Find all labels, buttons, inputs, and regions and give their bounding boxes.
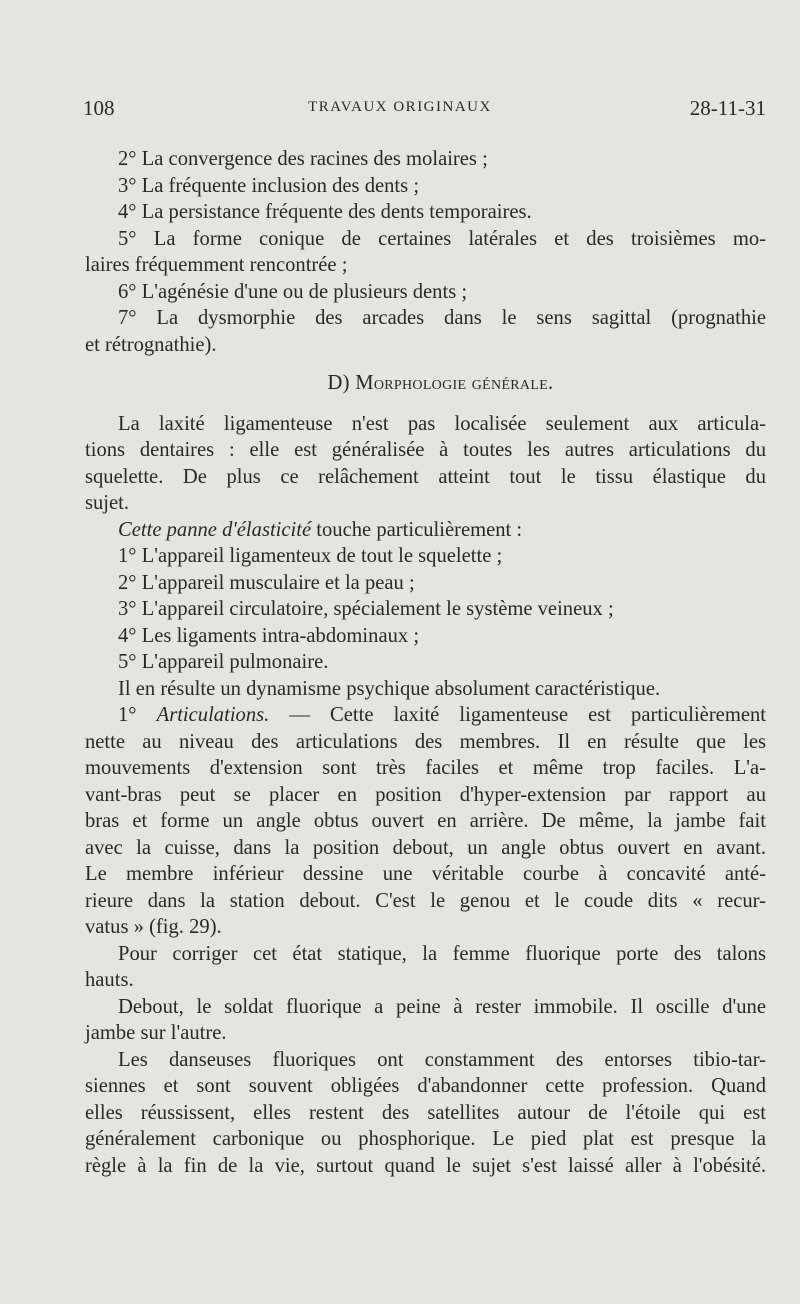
line-text: règle à la fin de la vie, surtout quand le sujet s'est laissé aller à l'obésité. [85,1154,766,1177]
body-text [85,146,766,1179]
line-text: 3° La fréquente inclusion des dents ; [118,174,420,197]
line-text: siennes et sont souvent obligées d'abandonner cette profession. Quand [85,1075,766,1097]
line-text: vant-bras peut se placer en position d'hyper-extension par rapport au [85,783,766,806]
line-text: 2° L'appareil musculaire et la peau ; [118,571,415,594]
text-line [85,676,766,703]
text-line [85,967,766,994]
line-prefix: D) [327,372,356,394]
text-line [85,570,766,597]
italic-phrase: Cette panne d'élasticité [118,518,312,541]
line-text: avec la cuisse, dans la position debout, un angle obtus ouvert en avant. [85,836,766,859]
text-line [85,596,766,623]
line-text: Le membre inférieur dessine une véritable courbe à concavité anté- [85,863,766,885]
line-text: 6° L'agénésie d'une ou de plusieurs dents ; [118,280,468,303]
text-line [85,888,766,915]
text-line [85,861,766,888]
line-text: hauts. [85,969,134,991]
line-text: et rétrognathie). [85,333,217,356]
text-line [85,1073,766,1100]
text-line [85,332,766,359]
text-line [85,782,766,809]
text-line [85,808,766,835]
text-line [85,517,766,544]
text-line [85,914,766,941]
line-text: 1° L'appareil ligamenteux de tout le squelette ; [118,545,503,567]
line-text: touche particulièrement : [311,518,523,541]
text-line [85,305,766,332]
text-line [85,279,766,306]
text-line [85,464,766,491]
line-text: 3° L'appareil circulatoire, spécialement le système veineux ; [118,598,614,620]
text-line [85,1126,766,1153]
line-text: elles réussissent, elles restent des satellites autour de l'étoile qui est [85,1101,766,1124]
text-line [85,1100,766,1127]
text-line [85,941,766,968]
page-header [0,96,800,126]
line-text: jambe sur l'autre. [85,1022,227,1044]
text-line [85,623,766,650]
line-text: 2° La convergence des racines des molaires ; [118,148,488,170]
text-line [85,173,766,200]
line-text: nette au niveau des articulations des membres. Il en résulte que les [85,730,766,753]
line-text: 5° La forme conique de certaines latérales et des troisièmes mo- [118,227,766,250]
text-line [85,755,766,782]
line-text: 5° L'appareil pulmonaire. [118,651,329,673]
line-prefix: 1° [118,704,157,726]
text-line [85,1153,766,1180]
italic-phrase: Articulations. [156,704,270,726]
line-text: 4° Les ligaments intra-abdominaux ; [118,624,420,647]
text-line [85,649,766,676]
text-line [85,702,766,729]
line-text: Pour corriger cet état statique, la femme fluorique porte des talons [118,942,766,965]
line-text: généralement carbonique ou phosphorique. Le pied plat est presque la [85,1128,766,1150]
text-line [85,146,766,173]
line-text: 7° La dysmorphie des arcades dans le sens sagittal (prognathie [118,307,766,329]
text-line [85,199,766,226]
text-line [85,835,766,862]
line-text: 4° La persistance fréquente des dents temporaires. [118,201,532,223]
text-line [85,994,766,1021]
header-date: 28-11-31 [689,96,766,120]
line-text: laires fréquemment rencontrée ; [85,254,348,276]
line-text: bras et forme un angle obtus ouvert en arrière. De même, la jambe fait [85,810,766,832]
line-text: squelette. De plus ce relâchement atteint tout le tissu élastique du [85,465,766,488]
page-number: 108 [83,96,115,120]
section-heading [85,370,766,397]
line-text: Il en résulte un dynamisme psychique absolument caractéristique. [118,677,661,700]
text-line [85,1047,766,1074]
text-line [85,543,766,570]
line-text: tions dentaires : elle est généralisée à toutes les autres articulations du [85,439,766,461]
line-text: — Cette laxité ligamenteuse est particulièrement [269,704,766,726]
line-text: rieure dans la station debout. C'est le genou et le coude dits « recur- [85,889,766,912]
line-text: vatus » (fig. 29). [85,916,222,938]
text-line [85,729,766,756]
text-line [85,490,766,517]
text-line [85,1020,766,1047]
line-text: La laxité ligamenteuse n'est pas localisée seulement aux articula- [118,412,766,435]
text-line [85,252,766,279]
text-line [85,411,766,438]
line-text: sujet. [85,492,130,514]
heading-text: Morphologie générale. [355,372,554,394]
line-text: mouvements d'extension sont très faciles et même trop faciles. L'a- [85,757,766,779]
running-title: TRAVAUX ORIGINAUX [308,99,492,115]
text-line [85,226,766,253]
line-text: Les danseuses fluoriques ont constamment des entorses tibio-tar- [118,1048,766,1071]
text-line [85,437,766,464]
line-text: Debout, le soldat fluorique a peine à rester immobile. Il oscille d'une [118,995,766,1018]
